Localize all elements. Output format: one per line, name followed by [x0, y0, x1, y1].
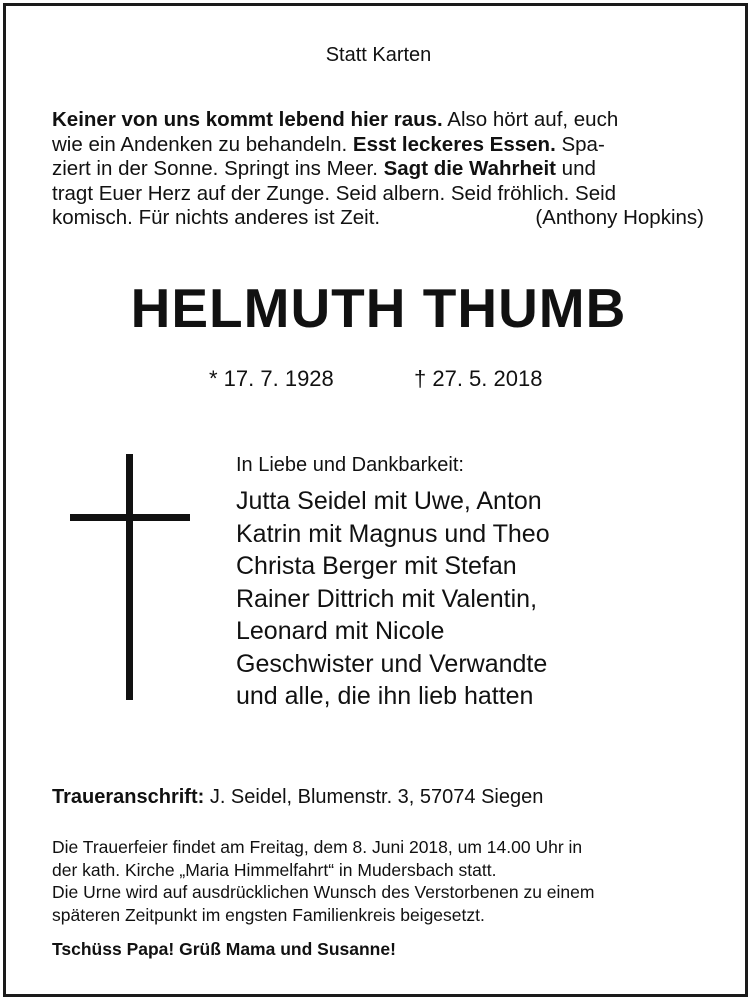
address-label: Traueranschrift:: [52, 786, 205, 808]
quote-bold: Esst leckeres Essen.: [352, 132, 556, 156]
note-line: Die Urne wird auf ausdrücklichen Wunsch des Verstorbenen zu einem: [52, 882, 595, 902]
closing-line: Tschüss Papa! Grüß Mama und Susanne!: [52, 939, 396, 959]
quote-line-4: tragt Euer Herz auf der Zunge. Seid albern. Seid fröhlich. Seid: [52, 181, 617, 205]
mourning-address: [52, 786, 543, 809]
note-line: späteren Zeitpunkt im engsten Familienkreis beigesetzt.: [52, 904, 485, 925]
mourner-line: und alle, die ihn lieb hatten: [236, 682, 534, 710]
quote-bold: Sagt die Wahrheit: [383, 157, 556, 180]
quote-text: Also hört auf, euch: [442, 108, 619, 131]
mourner-line: Geschwister und Verwandte: [236, 649, 548, 678]
cross-icon-bar: [70, 514, 190, 521]
deceased-name: HELMUTH THUMB: [130, 277, 627, 339]
quote-text: komisch. Für nichts anderes ist Zeit.: [52, 206, 381, 229]
funeral-notes: [52, 836, 712, 926]
obituary-notice: [3, 3, 748, 997]
address-value: J. Seidel, Blumenstr. 3, 57074 Siegen: [204, 786, 544, 808]
quote-author: (Anthony Hopkins): [535, 206, 704, 229]
notice-heading: Statt Karten: [325, 44, 432, 66]
mourners-intro: In Liebe und Dankbarkeit:: [236, 454, 464, 476]
quote-text: und: [555, 157, 596, 180]
mourner-line: Jutta Seidel mit Uwe, Anton: [236, 487, 542, 515]
mourner-line: Christa Berger mit Stefan: [236, 552, 517, 580]
quote-bold: Keiner von uns kommt lebend hier raus.: [52, 108, 443, 131]
quote-text: wie ein Andenken zu behandeln.: [52, 132, 353, 156]
mourners-list: [236, 485, 550, 713]
quote-line-1: [52, 108, 704, 133]
quote-line-2: [52, 133, 704, 158]
death-date: † 27. 5. 2018: [414, 366, 543, 391]
quote-text: Spa-: [555, 132, 605, 156]
cross-icon: [126, 454, 133, 700]
quote-text: ziert in der Sonne. Springt ins Meer.: [52, 157, 384, 180]
mourner-line: Leonard mit Nicole: [236, 617, 445, 645]
mourner-line: Katrin mit Magnus und Theo: [236, 519, 550, 548]
birth-date: * 17. 7. 1928: [209, 366, 334, 391]
quote-block: [52, 108, 704, 231]
quote-line-5: [52, 206, 704, 231]
mourner-line: Rainer Dittrich mit Valentin,: [236, 584, 538, 613]
quote-line-3: [52, 157, 704, 182]
note-line: der kath. Kirche „Maria Himmelfahrt“ in Mudersbach statt.: [52, 859, 497, 880]
note-line: Die Trauerfeier findet am Freitag, dem 8. Juni 2018, um 14.00 Uhr in: [52, 837, 583, 857]
